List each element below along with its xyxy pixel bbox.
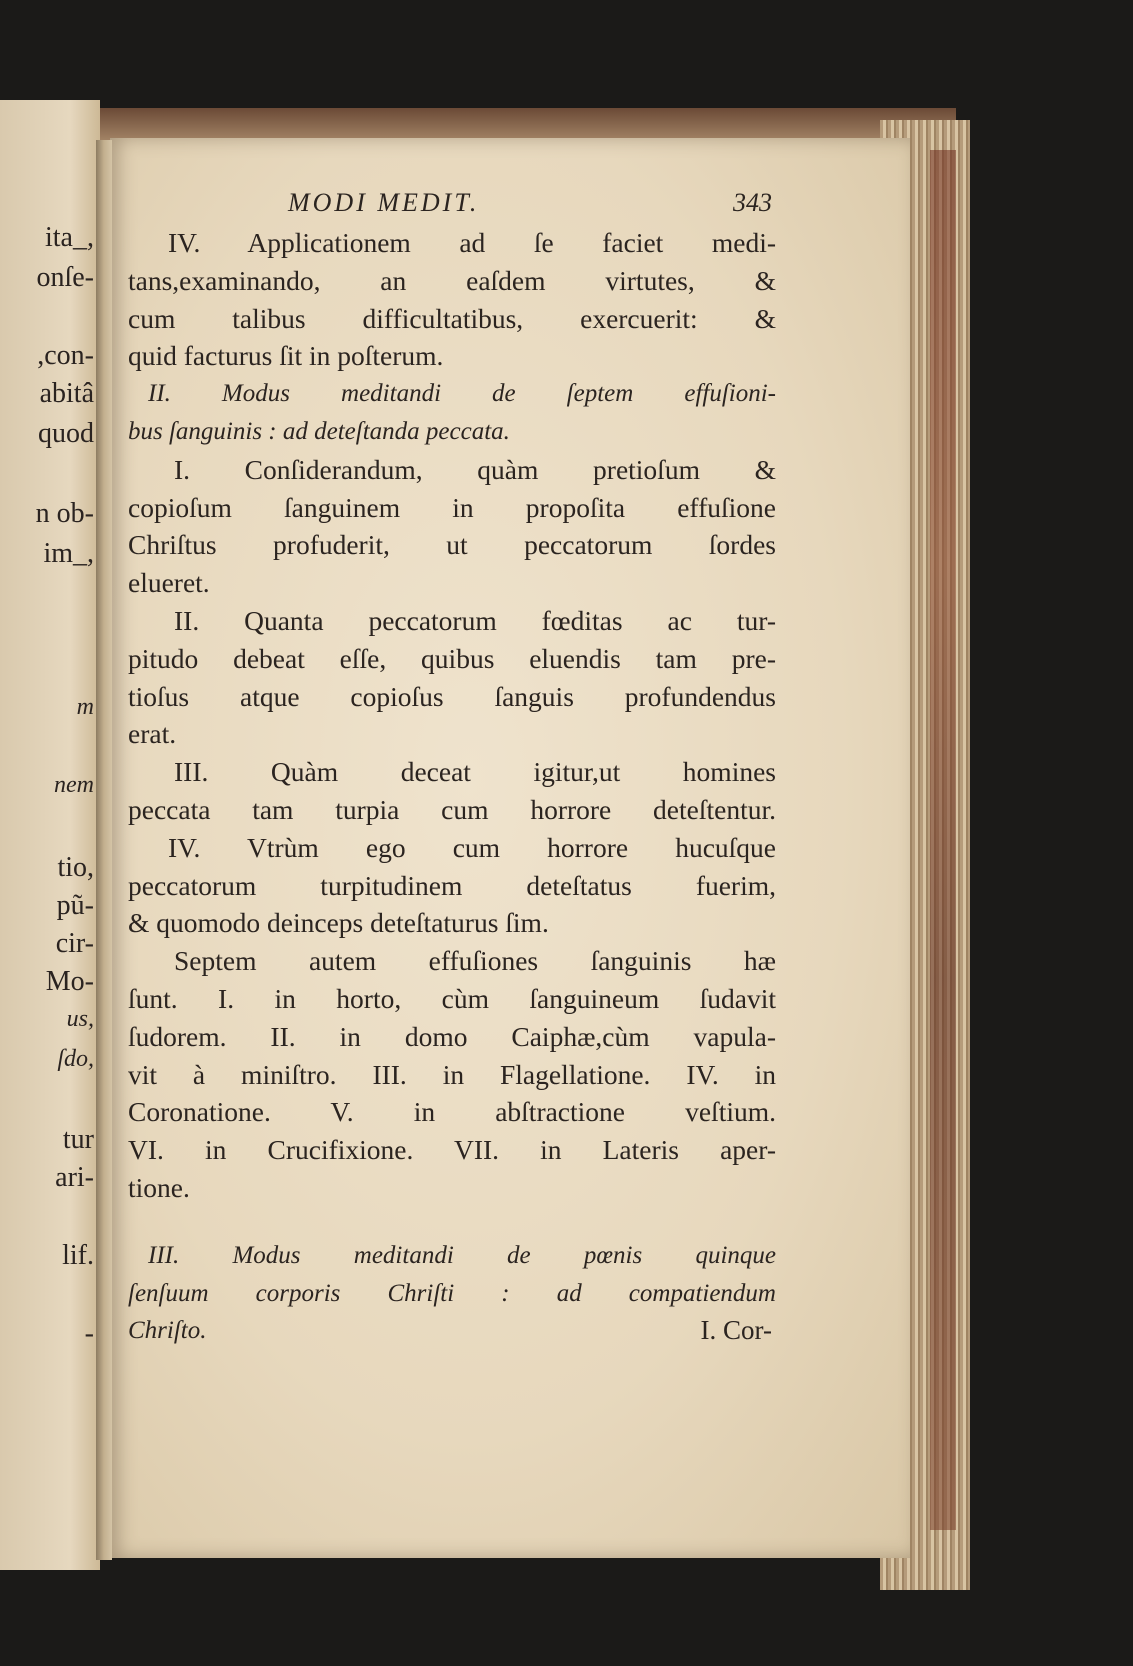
left-page-fragment: - [84, 1318, 94, 1349]
left-page-fragment: cir- [55, 928, 94, 959]
text-line: III. Quàm deceat igitur,ut homines [174, 756, 776, 788]
text-line: erat. [128, 718, 177, 750]
catch-line-text: Chriſto. [128, 1317, 207, 1345]
left-page-fragment: n ob- [35, 498, 94, 529]
left-page-fragment: ita_, [45, 222, 94, 253]
text-line: quid facturus ſit in poſterum. [128, 340, 444, 372]
catch-line [128, 1312, 776, 1350]
text-line: peccata tam turpia cum horrore deteſtentur. [128, 793, 776, 825]
text-line: I. Conſiderandum, quàm pretioſum & [174, 453, 776, 485]
text-line: II. Quanta peccatorum fœditas ac tur- [174, 604, 776, 636]
left-page-fragment: nem [54, 772, 94, 798]
left-page-fragment: lif. [62, 1240, 94, 1271]
text-line: Chriſtus profuderit, ut peccatorum ſordes [128, 529, 776, 561]
left-page [0, 100, 100, 1570]
text-line: & quomodo deinceps deteſtaturus ſim. [128, 907, 549, 939]
text-line: IV. Applicationem ad ſe faciet medi- [168, 227, 776, 258]
text-line: vit à miniſtro. III. in Flagellatione. IV. in [128, 1058, 776, 1090]
body-text [128, 224, 776, 1207]
book-spine [930, 150, 956, 1530]
left-page-fragment: abitâ [39, 378, 94, 409]
text-line: pitudo debeat eſſe, quibus eluendis tam pre- [128, 642, 776, 674]
text-line: peccatorum turpitudinem deteſtatus fuerim, [128, 869, 776, 901]
text-line: elueret. [128, 567, 210, 599]
page-number: 343 [733, 188, 772, 217]
text-line: IV. Vtrùm ego cum horrore hucuſque [168, 831, 776, 863]
left-page-fragment: ari- [55, 1162, 94, 1193]
section-spacer [128, 1207, 776, 1237]
section-heading [128, 1237, 776, 1313]
gutter [96, 140, 112, 1560]
text-line: copioſum ſanguinem in propoſita effuſione [128, 491, 776, 523]
text-line: Septem autem effuſiones ſanguinis hæ [174, 945, 776, 977]
running-title: MODI MEDIT. [288, 188, 480, 217]
text-line: Coronatione. V. in abſtractione veſtium. [128, 1096, 776, 1128]
text-line: ſunt. I. in horto, cùm ſanguineum ſudavit [128, 982, 776, 1014]
text-line: ſenſuum corporis Chriſti : ad compatiendum [128, 1279, 776, 1307]
left-page-fragment: Mo- [45, 966, 94, 997]
text-line: II. Modus meditandi de ſeptem effuſioni- [148, 380, 776, 408]
left-page-fragment: m [76, 694, 94, 720]
left-page-fragment: tio, [57, 852, 94, 883]
text-line: ſudorem. II. in domo Caiphæ,cùm vapula- [128, 1020, 776, 1052]
left-page-fragment: tur [62, 1124, 94, 1155]
left-page-fragment: ſdo, [57, 1046, 94, 1072]
catchword: I. Cor- [700, 1315, 772, 1346]
text-line: VI. in Crucifixione. VII. in Lateris aper- [128, 1134, 776, 1166]
left-page-fragment: us, [66, 1006, 94, 1032]
text-line: cum talibus difficultatibus, exercuerit: & [128, 302, 776, 334]
left-page-fragment: pũ- [56, 890, 94, 921]
text-line: tione. [128, 1171, 190, 1203]
running-header [128, 184, 776, 224]
text-line: III. Modus meditandi de pœnis quinque [148, 1241, 776, 1269]
left-page-fragment: im_, [43, 538, 94, 569]
left-page-fragment: onſe- [36, 262, 94, 293]
text-line: tioſus atque copioſus ſanguis profundendus [128, 680, 776, 712]
left-page-fragment: ,con- [37, 340, 94, 371]
text-line: tans,examinando, an eaſdem virtutes, & [128, 264, 776, 296]
left-page-fragment: quod [38, 418, 94, 449]
text-block [128, 184, 776, 1350]
text-line: bus ſanguinis : ad deteſtanda peccata. [128, 417, 510, 445]
